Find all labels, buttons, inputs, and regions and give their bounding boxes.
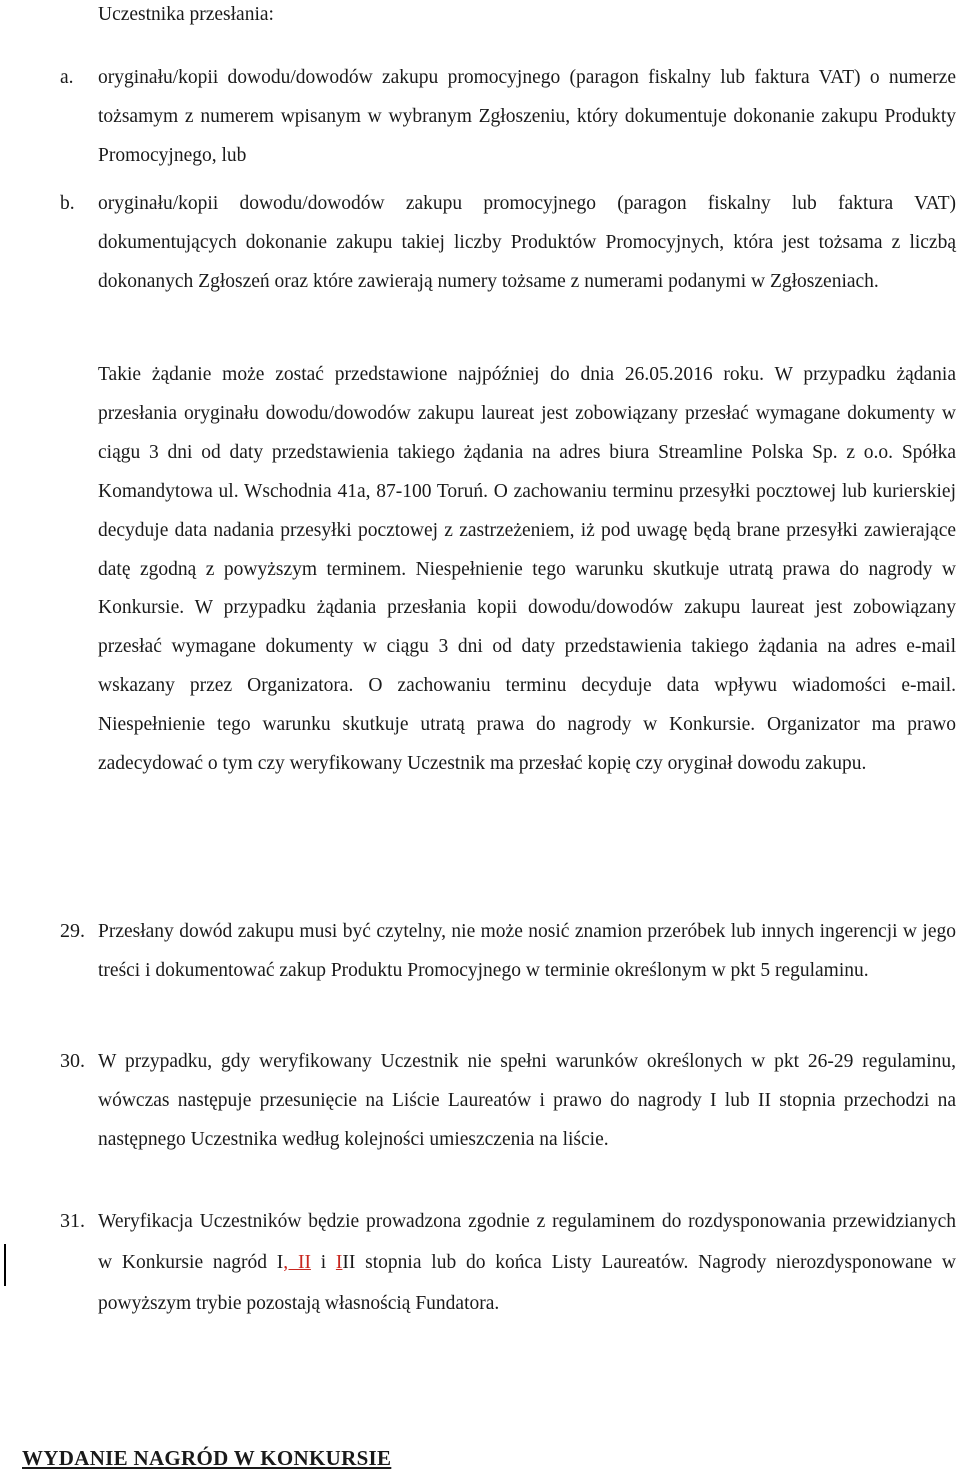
point-31-inserted-revision-1: , II [283, 1252, 311, 1273]
point-31-number: 31. [60, 1210, 85, 1232]
point-31-inserted-revision-2: I [335, 1252, 343, 1273]
point-30-text: W przypadku, gdy weryfikowany Uczestnik nie spełni warunków określonych w pkt 26-29 regulaminu, wówczas następuje przesunięcie na Liście Laureatów i prawo do nagrody I lub II stopnia przechodzi na następnego Uczestnika według kolejności umieszczenia na liście. [98, 1051, 956, 1150]
item-b-label: b. [60, 193, 75, 214]
verification-paragraph: Takie żądanie może zostać przedstawione najpóźniej do dnia 26.05.2016 roku. W przypadku żądania przesłania oryginału dowodu/dowodów zakupu laureat jest zobowiązany przesłać wymagane dokumenty w ciągu 3 dni od daty przedstawienia takiego żądania na adres biura Streamline Polska Sp. z o.o. Spółka Komandytowa ul. Wschodnia 41a, 87-100 Toruń. O zachowaniu terminu przesyłki pocztowej lub kurierskiej decyduje data nadania przesyłki pocztowej z zastrzeżeniem, iż pod uwagę będą brane przesyłki zawierające datę zgodną z powyższym terminem. Niespełnienie tego warunku skutkuje utratą prawa do nagrody w Konkursie. W przypadku żądania przesłania kopii dowodu/dowodów zakupu laureat jest zobowiązany przesłać wymagane dokumenty w ciągu 3 dni od daty przedstawienia takiego żądania na adres e-mail wskazany przez Organizatora. O zachowaniu terminu decyduje data wpływu wiadomości e-mail. Niespełnienie tego warunku skutkuje utratą prawa do nagrody w Konkursie. Organizator ma prawo zadecydować o tym czy weryfikowany Uczestnik ma przesłać kopię czy oryginał dowodu zakupu. [98, 364, 956, 775]
point-30-number: 30. [60, 1050, 85, 1072]
revision-change-bar [4, 1244, 6, 1286]
point-29-number: 29. [60, 920, 85, 942]
intro-text: Uczestnika przesłania: [98, 4, 274, 25]
point-31-text-after: II stopnia lub do końca Listy Laureatów. Nagrody nierozdysponowane w powyższym trybie pozostają własnością Fundatora. [98, 1252, 956, 1314]
point-29-text: Przesłany dowód zakupu musi być czytelny, nie może nosić znamion przeróbek lub innych ingerencji w jego treści i dokumentować zakup Produktu Promocyjnego w terminie określonym w pkt 5 regulaminu. [98, 921, 956, 981]
point-31-text-mid: i [310, 1252, 336, 1273]
point-31-text [98, 1201, 956, 1324]
item-b-text: oryginału/kopii dowodu/dowodów zakupu promocyjnego (paragon fiskalny lub faktura VAT) dokumentujących dokonanie zakupu takiej liczby Produktów Promocyjnych, która jest tożsama z liczbą dokonanych Zgłoszeń oraz które zawierają numery tożsame z numerami podanymi w Zgłoszeniach. [98, 193, 956, 292]
section-heading: WYDANIE NAGRÓD W KONKURSIE [22, 1446, 392, 1470]
item-a-label: a. [60, 67, 74, 88]
point-31-text-before: Weryfikacja Uczestników będzie prowadzona zgodnie z regulaminem do rozdysponowania przewidzianych w Konkursie nagród I [98, 1211, 956, 1273]
item-a-text: oryginału/kopii dowodu/dowodów zakupu promocyjnego (paragon fiskalny lub faktura VAT) o numerze tożsamym z numerem wpisanym w wybranym Zgłoszeniu, który dokumentuje dokonanie zakupu Produkty Promocyjnego, lub [98, 67, 956, 166]
